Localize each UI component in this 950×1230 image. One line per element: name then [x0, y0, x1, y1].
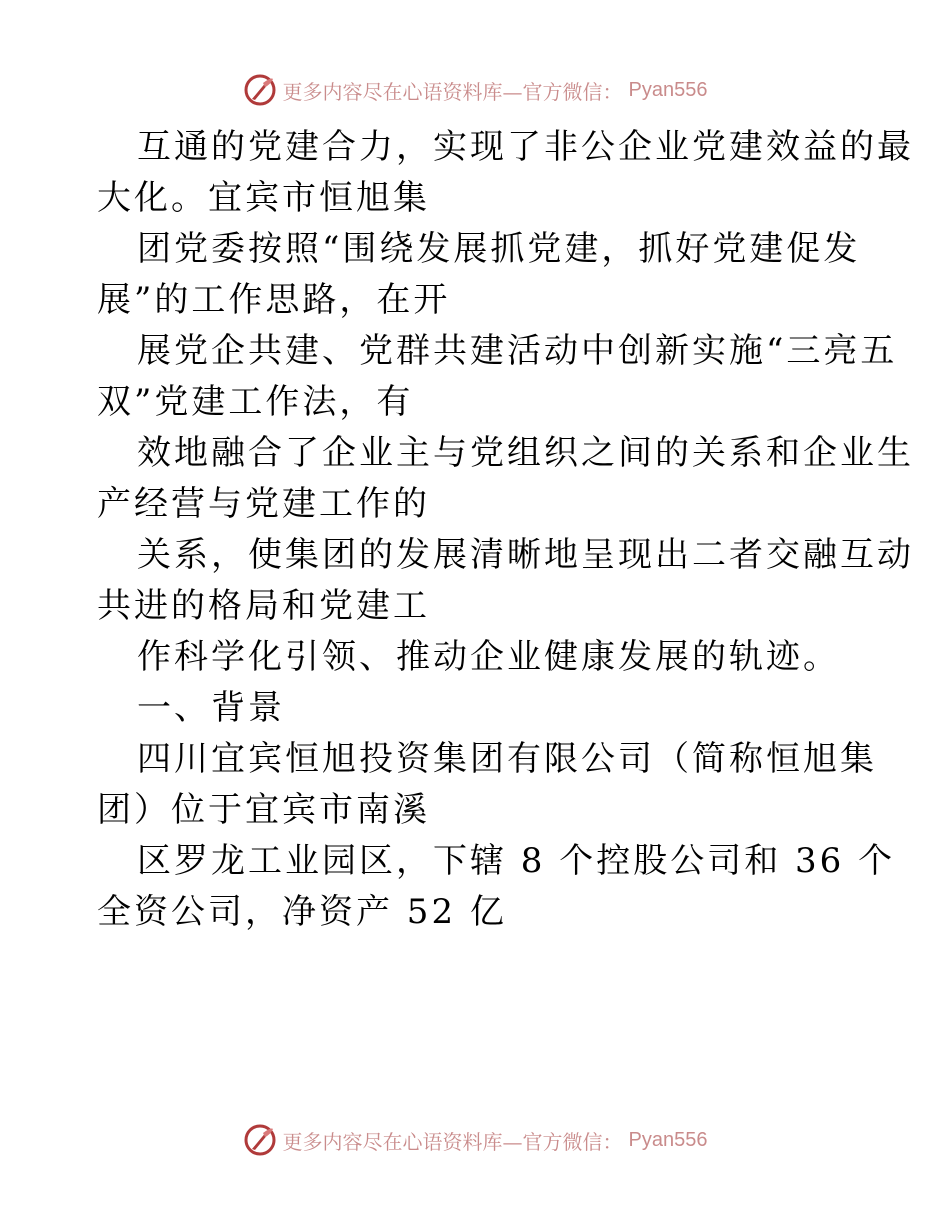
paragraph-line: 大化。宜宾市恒旭集	[97, 178, 430, 218]
paragraph-line: 双”党建工作法，有	[97, 382, 414, 422]
paragraph-line: 效地融合了企业主与党组织之间的关系和企业生	[137, 433, 914, 473]
paragraph-line: 产经营与党建工作的	[97, 484, 430, 524]
paragraph-line: 互通的党建合力，实现了非公企业党建效益的最	[137, 127, 914, 167]
paragraph-line: 展”的工作思路，在开	[97, 280, 451, 320]
quill-logo-icon	[243, 1123, 277, 1157]
document-body	[97, 122, 914, 938]
watermark-id: Pyan556	[628, 78, 708, 101]
paragraph-line: 共进的格局和党建工	[97, 586, 430, 626]
paragraph-line: 作科学化引领、推动企业健康发展的轨迹。	[137, 637, 840, 677]
paragraph-line: 关系，使集团的发展清晰地呈现出二者交融互动	[137, 535, 914, 575]
quill-logo-icon	[243, 73, 277, 107]
watermark-text: 更多内容尽在心语资料库—官方微信：	[282, 79, 623, 104]
footer-watermark	[0, 1120, 950, 1160]
paragraph-line: 团党委按照“围绕发展抓党建，抓好党建促发	[137, 229, 861, 269]
watermark-text: 更多内容尽在心语资料库—官方微信：	[282, 1129, 623, 1154]
paragraph-line: 展党企共建、党群共建活动中创新实施“三亮五	[137, 331, 898, 371]
paragraph-line: 全资公司，净资产 52 亿	[97, 892, 507, 932]
paragraph-line: 团）位于宜宾市南溪	[97, 790, 430, 830]
paragraph-line: 区罗龙工业园区，下辖 8 个控股公司和 36 个	[137, 841, 896, 881]
section-heading: 一、背景	[137, 688, 285, 728]
header-watermark	[0, 70, 950, 110]
paragraph-line: 四川宜宾恒旭投资集团有限公司（简称恒旭集	[137, 739, 877, 779]
watermark-id: Pyan556	[628, 1128, 708, 1151]
